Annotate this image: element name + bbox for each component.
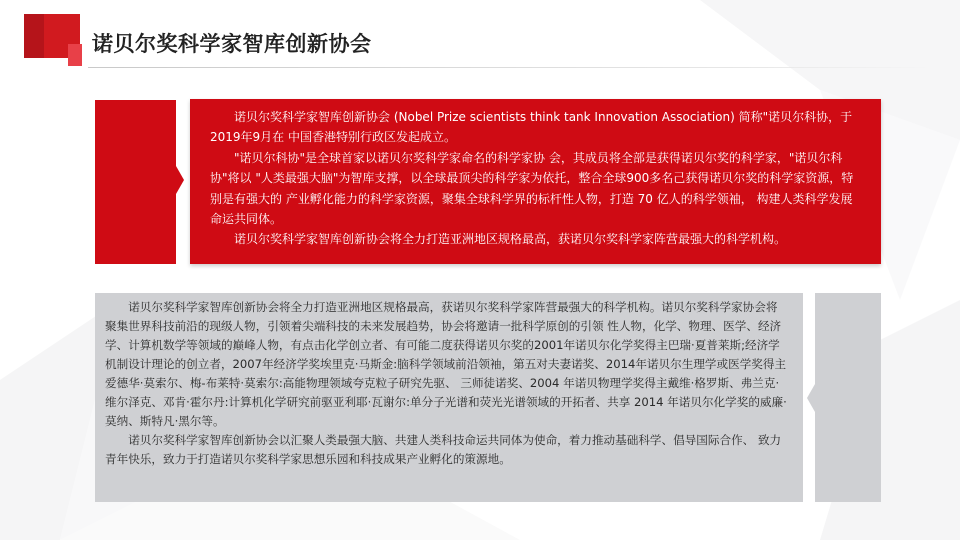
intro-panel [190, 99, 881, 264]
intro-side-block [95, 100, 176, 264]
header-accent-small [68, 44, 82, 66]
detail-paragraph: 诺贝尔奖科学家智库创新协会将全力打造亚洲地区规格最高，获诺贝尔奖科学家阵营最强大的科学机构。诺贝尔奖科学家协会将聚集世界科技前沿的现级人物，引领着尖端科技的未来发展趋势，协会将邀请一批科学原创的引领 性人物，化学、物理、医学、经济学、计算机数学等领域的巅峰人物，有点击化学创立者、有可能二度获得诺贝尔奖的2001年诺贝尔化学奖得主巴瑞·夏普莱斯;经济学机制设计理论的创立者，2007年经济学奖埃里克·马斯金:脑科学领域前沿领袖，第五对夫妻诺奖、2014年诺贝尔生理学或医学奖得主爱德华·莫索尔、梅-布莱特·莫索尔:高能物理领域夸克粒子研究先驱、 三师徒诺奖、2004 年诺贝物理学奖得主戴维·格罗斯、弗兰克·维尔泽克、邓肯·霍尔丹:计算机化学研究前驱亚利耶·瓦谢尔:单分子光谱和荧光光谱领域的开拓者、共享 2014 年诺贝尔化学奖的威廉·莫纳、斯特凡·黑尔等。 [105, 300, 787, 428]
title-divider [88, 67, 932, 68]
page-title: 诺贝尔奖科学家智库创新协会 [92, 32, 372, 56]
intro-paragraph: 诺贝尔奖科学家智库创新协会将全力打造亚洲地区规格最高，获诺贝尔奖科学家阵营最强大的科学机构。 [234, 232, 787, 247]
detail-side-block [815, 293, 881, 502]
intro-pointer-icon [176, 166, 184, 194]
intro-paragraph: "诺贝尔科协"是全球首家以诺贝尔奖科学家命名的科学家协 会，其成员将全部是获得诺贝尔奖的科学家，"诺贝尔科协"将以 "人类最强大脑"为智库支撑，以全球最顶尖的科学家为依托，整合全球900多名己获得诺贝尔奖的科学家资源，特别是有强大的 产业孵化能力的科学家资源，聚集全球科学界的标杆性人物，打造 70 亿人的科学领袖， 构建人类科学发展命运共同体。 [210, 150, 854, 227]
intro-paragraph: 诺贝尔奖科学家智库创新协会 (Nobel Prize scientists think tank Innovation Association) 简称"诺贝尔科协，于2019年9月在 中国香港特别行政区发起成立。 [210, 110, 853, 145]
detail-paragraph: 诺贝尔奖科学家智库创新协会以汇聚人类最强大脑、共建人类科技命运共同体为使命，着力推动基础科学、倡导国际合作、 致力青年快乐，致力于打造诺贝尔奖科学家思想乐园和科技成果产业孵化的策源地。 [105, 433, 782, 466]
detail-panel [95, 293, 803, 502]
detail-pointer-icon [807, 384, 815, 412]
header-accent-dark [24, 14, 44, 58]
